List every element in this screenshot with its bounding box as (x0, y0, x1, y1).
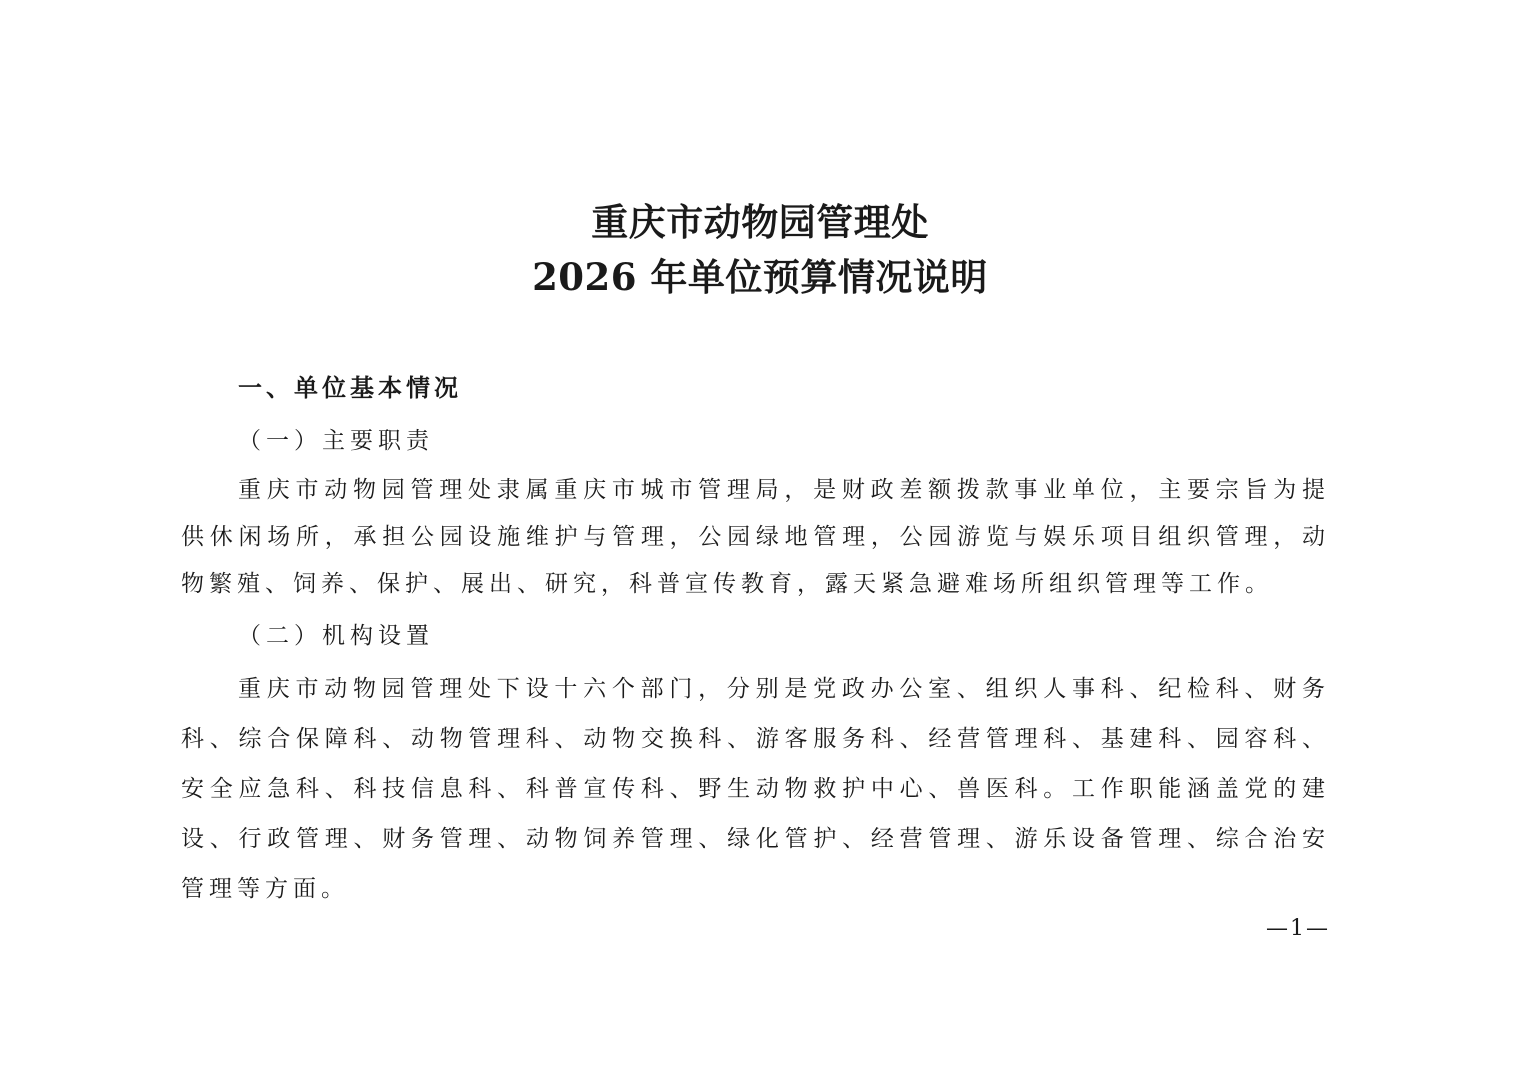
paragraph-line: 设、行政管理、财务管理、动物饲养管理、绿化管护、经营管理、游乐设备管理、综合治安 (181, 826, 1330, 852)
paragraph-line: 管理等方面。 (181, 876, 349, 902)
paragraph-line: 供休闲场所，承担公园设施维护与管理，公园绿地管理，公园游览与娱乐项目组织管理，动 (181, 524, 1330, 550)
paragraph-line: 物繁殖、饲养、保护、展出、研究，科普宣传教育，露天紧急避难场所组织管理等工作。 (181, 571, 1273, 597)
document-title-line-2: 2026 年单位预算情况说明 (532, 255, 988, 299)
section-heading: 一、单位基本情况 (238, 374, 462, 402)
subsection-heading-organization: （二）机构设置 (238, 623, 434, 649)
paragraph-line: 安全应急科、科技信息科、科普宣传科、野生动物救护中心、兽医科。工作职能涵盖党的建 (181, 776, 1330, 802)
paragraph-line: 重庆市动物园管理处下设十六个部门，分别是党政办公室、组织人事科、纪检科、财务 (238, 676, 1330, 702)
paragraph-duties (181, 467, 1330, 608)
paragraph-line: 重庆市动物园管理处隶属重庆市城市管理局，是财政差额拨款事业单位，主要宗旨为提 (238, 477, 1330, 503)
paragraph-organization (181, 664, 1330, 914)
page-number: —1— (1266, 916, 1330, 941)
subsection-heading-duties: （一）主要职责 (238, 428, 434, 454)
paragraph-line: 科、综合保障科、动物管理科、动物交换科、游客服务科、经营管理科、基建科、园容科、 (181, 726, 1330, 752)
document-title-line-1: 重庆市动物园管理处 (591, 200, 929, 244)
